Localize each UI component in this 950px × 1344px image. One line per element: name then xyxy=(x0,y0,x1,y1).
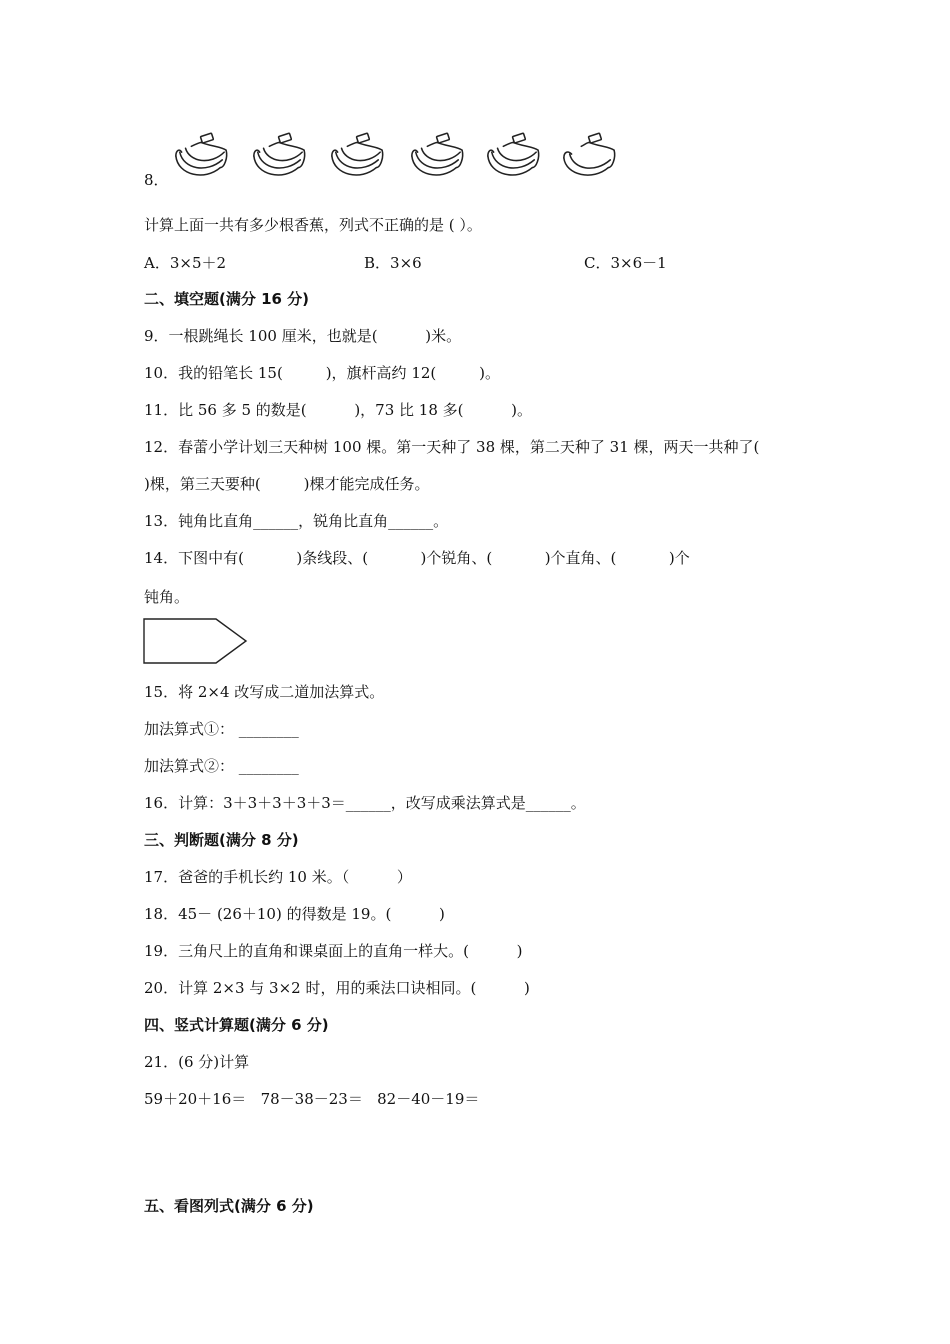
q15-addition-1: 加法算式①： ________ xyxy=(144,720,299,738)
q13: 13．钝角比直角______，锐角比直角______。 xyxy=(144,512,449,530)
q15: 15．将 2×4 改写成二道加法算式。 xyxy=(144,683,385,701)
q15-addition-2: 加法算式②： ________ xyxy=(144,757,299,775)
q21: 21．(6 分)计算 xyxy=(144,1053,250,1071)
q12-line1: 12．春蕾小学计划三天种树 100 棵。第一天种了 38 棵，第二天种了 31 棵，两天一共种了( xyxy=(144,438,760,456)
section-heading-fill-blank: 二、填空题(满分 16 分) xyxy=(144,290,310,308)
q8-number: 8． xyxy=(144,171,169,189)
banana-bunch-icon xyxy=(172,128,230,184)
q18: 18．45－ (26＋10) 的得数是 19。( ) xyxy=(144,905,445,923)
banana-bunch-icon xyxy=(250,128,308,184)
section-heading-judgement: 三、判断题(满分 8 分) xyxy=(144,831,299,849)
q10: 10．我的铅笔长 15( )，旗杆高约 12( )。 xyxy=(144,364,501,382)
banana-bunch-icon xyxy=(408,128,466,184)
q14-line1: 14．下图中有( )条线段、( )个锐角、( )个直角、( )个 xyxy=(144,549,690,567)
q9: 9．一根跳绳长 100 厘米，也就是( )米。 xyxy=(144,327,462,345)
q21-expressions: 59＋20＋16＝ 78－38－23＝ 82－40－19＝ xyxy=(144,1090,480,1108)
q19: 19．三角尺上的直角和课桌面上的直角一样大。( ) xyxy=(144,942,523,960)
section-heading-picture-equation: 五、看图列式(满分 6 分) xyxy=(144,1197,314,1215)
section-heading-vertical-calc: 四、竖式计算题(满分 6 分) xyxy=(144,1016,329,1034)
q8-option-a: A．3×5＋2 xyxy=(144,254,227,272)
q16: 16．计算：3＋3＋3＋3＋3＝______，改写成乘法算式是______。 xyxy=(144,794,586,812)
banana-single-bunch-icon xyxy=(560,128,618,184)
q17: 17．爸爸的手机长约 10 米。（ ） xyxy=(144,868,412,886)
q20: 20．计算 2×3 与 3×2 时，用的乘法口诀相同。( ) xyxy=(144,979,530,997)
q8-question: 计算上面一共有多少根香蕉，列式不正确的是 ( ）。 xyxy=(144,216,482,234)
pentagon-figure xyxy=(142,617,252,667)
banana-bunch-icon xyxy=(328,128,386,184)
q8-option-c: C．3×6－1 xyxy=(584,254,667,272)
banana-bunch-icon xyxy=(484,128,542,184)
q12-line2: )棵，第三天要种( )棵才能完成任务。 xyxy=(144,475,430,493)
q8-option-b: B．3×6 xyxy=(364,254,422,272)
q11: 11．比 56 多 5 的数是( )，73 比 18 多( )。 xyxy=(144,401,533,419)
q14-line2: 钝角。 xyxy=(144,588,190,606)
